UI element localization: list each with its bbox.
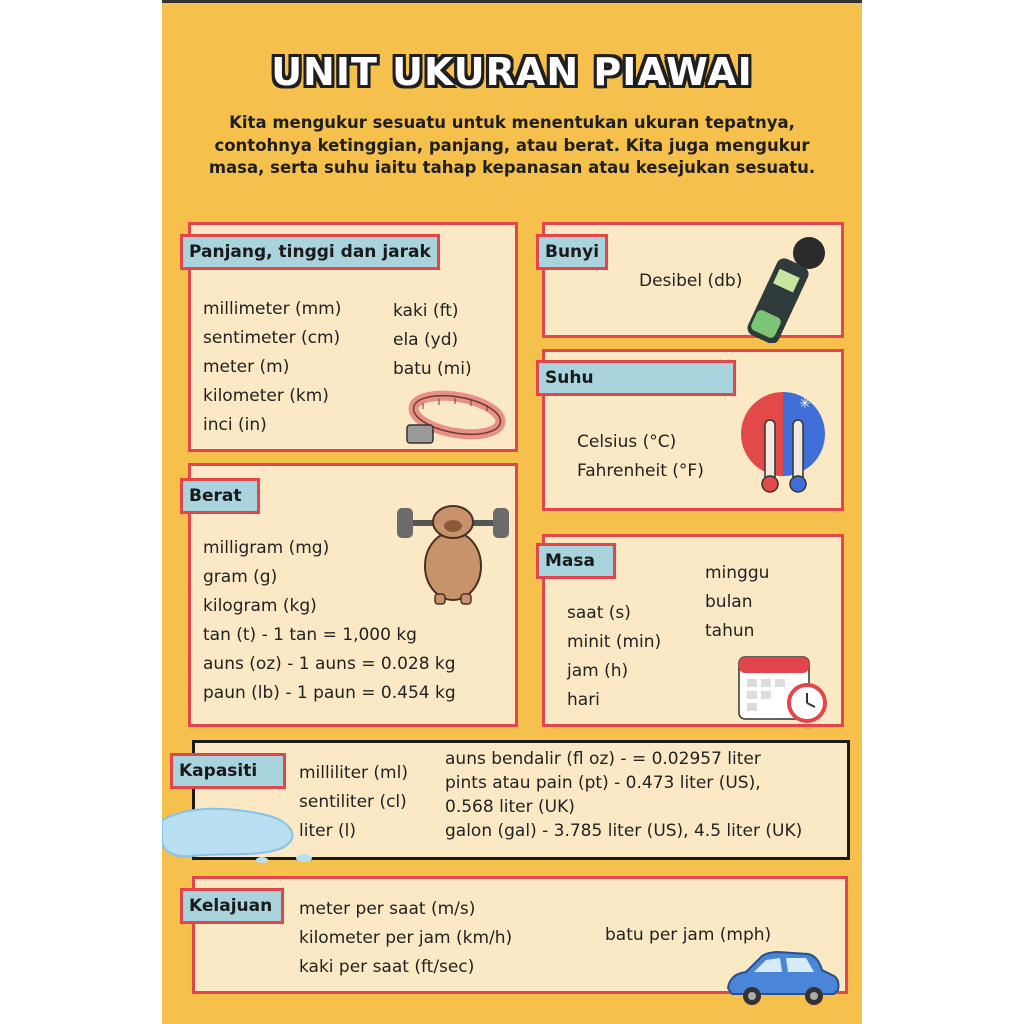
top-border <box>162 0 862 3</box>
unit-item: tan (t) - 1 tan = 1,000 kg <box>203 625 417 645</box>
unit-item: batu (mi) <box>393 359 472 379</box>
suhu-units <box>577 428 704 486</box>
unit-item: Fahrenheit (°F) <box>577 461 704 481</box>
unit-item: jam (h) <box>567 661 629 681</box>
svg-text:✳: ✳ <box>799 396 811 412</box>
unit-item: meter (m) <box>203 357 290 377</box>
unit-item: auns bendalir (fl oz) - = 0.02957 liter <box>445 749 761 769</box>
unit-item: tahun <box>705 621 755 641</box>
unit-item: liter (l) <box>299 821 356 841</box>
unit-item: millimeter (mm) <box>203 299 342 319</box>
unit-item: kaki (ft) <box>393 301 459 321</box>
berat-label: Berat <box>180 478 260 514</box>
unit-item: kilogram (kg) <box>203 596 317 616</box>
kelajuan-unit-right: batu per jam (mph) <box>605 925 772 945</box>
bunyi-unit: Desibel (db) <box>639 271 743 291</box>
intro-text: Kita mengukur sesuatu untuk menentukan ukuran tepatnya, contohnya ketinggian, panjang, atau berat. Kita juga mengukur masa, serta suhu iaitu tahap kepanasan atau kesejukan sesuatu. <box>208 113 816 177</box>
unit-item: 0.568 liter (UK) <box>445 797 575 817</box>
panjang-units-right <box>393 297 472 384</box>
unit-item: pints atau pain (pt) - 0.473 liter (US), <box>445 773 761 793</box>
kapasiti-label: Kapasiti <box>170 753 286 789</box>
masa-units-left <box>567 599 661 715</box>
unit-item: hari <box>567 690 600 710</box>
measuring-tape-icon <box>399 385 509 451</box>
poster <box>162 0 862 1024</box>
unit-item: auns (oz) - 1 auns = 0.028 kg <box>203 654 456 674</box>
page-title: UNIT UKURAN PIAWAI <box>271 50 753 94</box>
unit-item: minit (min) <box>567 632 662 652</box>
weightlifter-icon <box>395 496 511 606</box>
unit-item: kilometer (km) <box>203 386 329 406</box>
panjang-label: Panjang, tinggi dan jarak <box>180 234 440 270</box>
kelajuan-units-left <box>299 895 512 982</box>
unit-item: kilometer per jam (km/h) <box>299 928 513 948</box>
calendar-clock-icon <box>735 651 831 727</box>
masa-units-right <box>705 559 769 646</box>
unit-item: minggu <box>705 563 770 583</box>
suhu-label: Suhu <box>536 360 736 396</box>
unit-item: Celsius (°C) <box>577 432 677 452</box>
unit-item: sentimeter (cm) <box>203 328 341 348</box>
unit-item: meter per saat (m/s) <box>299 899 476 919</box>
unit-item: gram (g) <box>203 567 278 587</box>
unit-item: ela (yd) <box>393 330 459 350</box>
kapasiti-units-left <box>299 759 408 846</box>
unit-item: paun (lb) - 1 paun = 0.454 kg <box>203 683 456 703</box>
unit-item: milliliter (ml) <box>299 763 408 783</box>
unit-item: inci (in) <box>203 415 267 435</box>
thermometer-icon <box>735 386 831 498</box>
kelajuan-label: Kelajuan <box>180 888 284 924</box>
sound-meter-icon <box>731 233 831 343</box>
car-icon <box>722 948 842 1010</box>
bunyi-label: Bunyi <box>536 234 608 270</box>
water-puddle-icon <box>162 800 312 868</box>
unit-item: sentiliter (cl) <box>299 792 407 812</box>
unit-item: kaki per saat (ft/sec) <box>299 957 475 977</box>
unit-item: galon (gal) - 3.785 liter (US), 4.5 liter (UK) <box>445 821 803 841</box>
unit-item: bulan <box>705 592 753 612</box>
kapasiti-units-right <box>445 747 802 843</box>
panjang-units-left <box>203 295 341 440</box>
unit-item: saat (s) <box>567 603 631 623</box>
unit-item: milligram (mg) <box>203 538 330 558</box>
masa-label: Masa <box>536 543 616 579</box>
